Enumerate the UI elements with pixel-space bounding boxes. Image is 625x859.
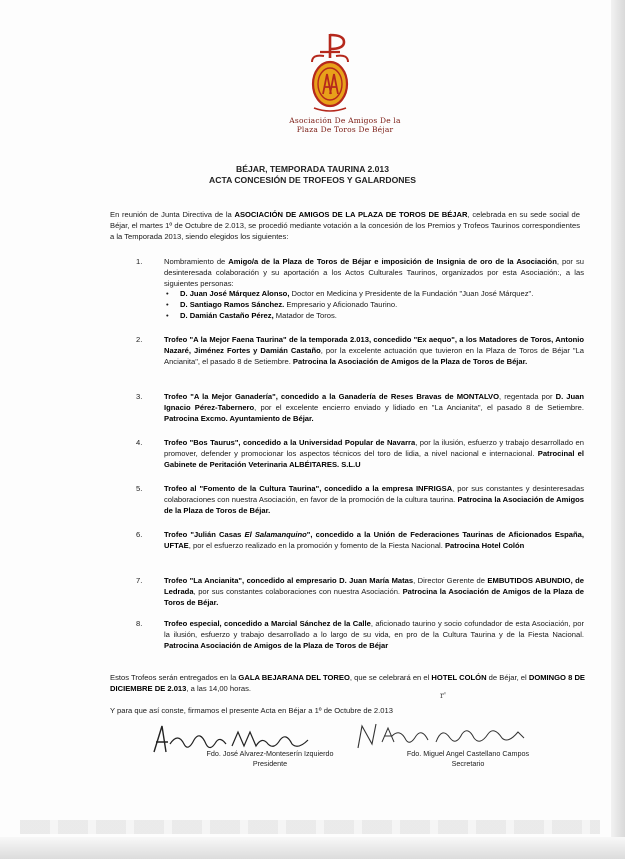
association-name (260, 116, 430, 134)
item-number: 6. (136, 530, 143, 539)
item-text: , por el excelente encierro enviado y lidiado en "La Ancianita", el pasado 8 de Setiembre. (254, 402, 584, 412)
item-sponsor: Patrocina Hotel Colón (444, 540, 525, 550)
item-bold: EMBUTIDOS ABUNDIO, de Ledrada (164, 576, 584, 596)
item-bold: Trofeo "A la Mejor Ganadería", concedido a la Ganadería de Reses Bravas de MONTALVO (164, 392, 500, 401)
item-text: , regentada por (499, 392, 556, 401)
handwritten-mark: r' (440, 691, 447, 700)
item-text: Nombramiento de (164, 257, 229, 266)
person-name: D. Juan José Márquez Alonso, (180, 289, 290, 299)
hotel-name: HOTEL COLÓN (431, 673, 487, 682)
item-text: , por su desinteresada colaboración y su aportación a los Actos Culturales Taurinos, organizados por esta Asociación:, a las siguientes personas: (164, 257, 584, 288)
item-sponsor: Patrocina la Asociación de Amigos de la Plaza de Toros de Béjar. (164, 494, 584, 515)
secretary-signature-icon (352, 720, 532, 752)
award-item-8 (136, 619, 585, 651)
item-number: 2. (136, 335, 143, 344)
person-desc: Doctor en Medicina y Presidente de la Fundación "Juan José Márquez". (289, 289, 534, 299)
item-number: 1. (136, 257, 143, 266)
intro-paragraph (110, 210, 580, 242)
association-name-line2: Plaza De Toros De Béjar (296, 125, 394, 134)
person-name: D. Damián Castaño Pérez, (180, 310, 274, 320)
item-bold: Trofeo especial, concedido a Marcial Sánchez de la Calle (164, 619, 371, 628)
president-signature-block (175, 749, 365, 769)
item-text: , por la ilusión, esfuerzo y trabajo desarrollado en promover, defender y promocionar los aspectos técnicos del toro de lidia, a nivel nacional e internacional. (164, 438, 584, 458)
closing-text: Estos Trofeos serán entregados en la (110, 673, 239, 682)
item-bold: Trofeo "La Ancianita", concedido al empresario D. Juan María Matas (164, 576, 414, 585)
list-item (164, 311, 584, 322)
item-sponsor: Patrocina Asociación de Amigos de la Plaza de Toros de Béjar (164, 640, 389, 650)
secretary-name: Fdo. Miguel Angel Castellano Campos (406, 749, 530, 758)
award-item-2 (136, 335, 584, 367)
item-bold-italic: El Salamanquino (244, 530, 307, 539)
item-text: , aficionado taurino y socio cofundador de esta Asociación, por la ilusión, esfuerzo y trabajo desarrollado a lo largo de su vida, en pro de la Cultura Taurina y de la Fiesta Nacional. (164, 619, 585, 639)
gala-name: GALA BEJARANA DEL TOREO (238, 673, 350, 682)
intro-text: En reunión de Junta Directiva de la (110, 210, 235, 219)
item-number: 5. (136, 484, 143, 493)
closing-statement: Y para que así conste, firmamos el presente Acta en Béjar a 1º de Octubre de 2.013 (110, 706, 393, 715)
item-sponsor: Patrocinal el Gabinete de Peritación Veterinaria ALBÉITARES. S.L.U (164, 448, 585, 469)
page-bottom-shadow (0, 837, 625, 859)
list-item (164, 300, 584, 311)
item-bold: D. Juan Ignacio Pérez-Tabernero (164, 392, 584, 412)
list-item (164, 289, 584, 300)
intro-text-cont: , celebrada en su sede social de Béjar, el martes 1º de Octubre de 2.013, se procedió mediante votación a la concesión de los Premios y Trofeos Taurinos correspondientes a la Temporada 2013, siendo elegidos los siguientes: (110, 210, 580, 241)
item-text: , por el esfuerzo realizado en la promoción y fomento de la Fiesta Nacional. (188, 540, 445, 550)
scan-artifact-stripe (20, 820, 600, 834)
item-text: , por sus constantes colaboraciones con nuestra Asociación. (193, 586, 403, 596)
person-name: D. Santiago Ramos Sánchez. (180, 300, 285, 310)
item-bold: Amigo/a de la Plaza de Toros de Béjar e imposición de Insignia de oro de la Asociación (228, 257, 557, 266)
award-item-3 (136, 392, 584, 424)
page-edge-shadow (611, 0, 625, 859)
association-logo-icon (300, 28, 360, 118)
item-text: , por la excelente actuación que tuvieron en la Plaza de Toros de Béjar "La Ancianita", el pasado 8 de Setiembre. (164, 345, 584, 366)
person-desc: Matador de Toros. (273, 310, 337, 320)
item-bold: Trofeo "Bos Taurus", concedido a la Universidad Popular de Navarra (164, 438, 416, 447)
association-bold: ASOCIACIÓN DE AMIGOS DE LA PLAZA DE TOROS DE BÉJAR (234, 210, 468, 219)
item-number: 4. (136, 438, 143, 447)
president-name: Fdo. José Alvarez-Monteserín Izquierdo (206, 749, 334, 758)
award-item-1 (136, 257, 584, 322)
item-sponsor: Patrocina la Asociación de Amigos de la Plaza de Toros de Béjar. (164, 586, 585, 607)
item-text: , Director Gerente de (413, 576, 488, 585)
item-number: 3. (136, 392, 143, 401)
secretary-role: Secretario (451, 759, 485, 768)
document-title: BÉJAR, TEMPORADA TAURINA 2.013 (236, 164, 389, 174)
item-sponsor: Patrocina Excmo. Ayuntamiento de Béjar. (164, 413, 314, 423)
item-bold: Trofeo al "Fomento de la Cultura Taurina", concedido a la empresa INFRIGSA (164, 484, 453, 493)
closing-text: de Béjar, el (486, 673, 529, 682)
award-item-7 (136, 576, 585, 608)
closing-text: , que se celebrará en el (349, 673, 432, 682)
item-bold: Trofeo "A la Mejor Faena Taurina" de la temporada 2.013, concedido "Ex aequo", a los Matadores de Toros, Antonio Nazaré, Jiménez Fortes y Damián Castaño (164, 335, 584, 355)
item-bold: Trofeo "Julián Casas (164, 530, 245, 539)
item-text: , por sus constantes y desinteresadas colaboraciones con nuestra Asociación, en favor de la promoción de la cultura taurina. (164, 484, 584, 504)
closing-paragraph (110, 673, 585, 695)
closing-text: , a las 14,00 horas. (186, 683, 251, 693)
item-number: 7. (136, 576, 143, 585)
document-subtitle: ACTA CONCESIÓN DE TROFEOS Y GALARDONES (209, 175, 416, 185)
award-item-4 (136, 438, 585, 470)
president-role: Presidente (252, 759, 288, 768)
person-list (164, 289, 584, 321)
award-item-6 (136, 530, 584, 552)
gala-date: DOMINGO 8 DE DICIEMBRE DE 2.013 (110, 673, 585, 693)
item-sponsor: Patrocina la Asociación de Amigos de la Plaza de Toros de Béjar. (292, 356, 528, 366)
item-number: 8. (136, 619, 143, 628)
item-bold: ", concedido a la Unión de Federaciones Taurinas de Aficionados España, UFTAE (164, 530, 584, 550)
secretary-signature-block (378, 749, 558, 769)
person-desc: Empresario y Aficionado Taurino. (284, 300, 398, 310)
award-item-5 (136, 484, 584, 516)
association-name-line1: Asociación De Amigos De la (289, 116, 401, 125)
